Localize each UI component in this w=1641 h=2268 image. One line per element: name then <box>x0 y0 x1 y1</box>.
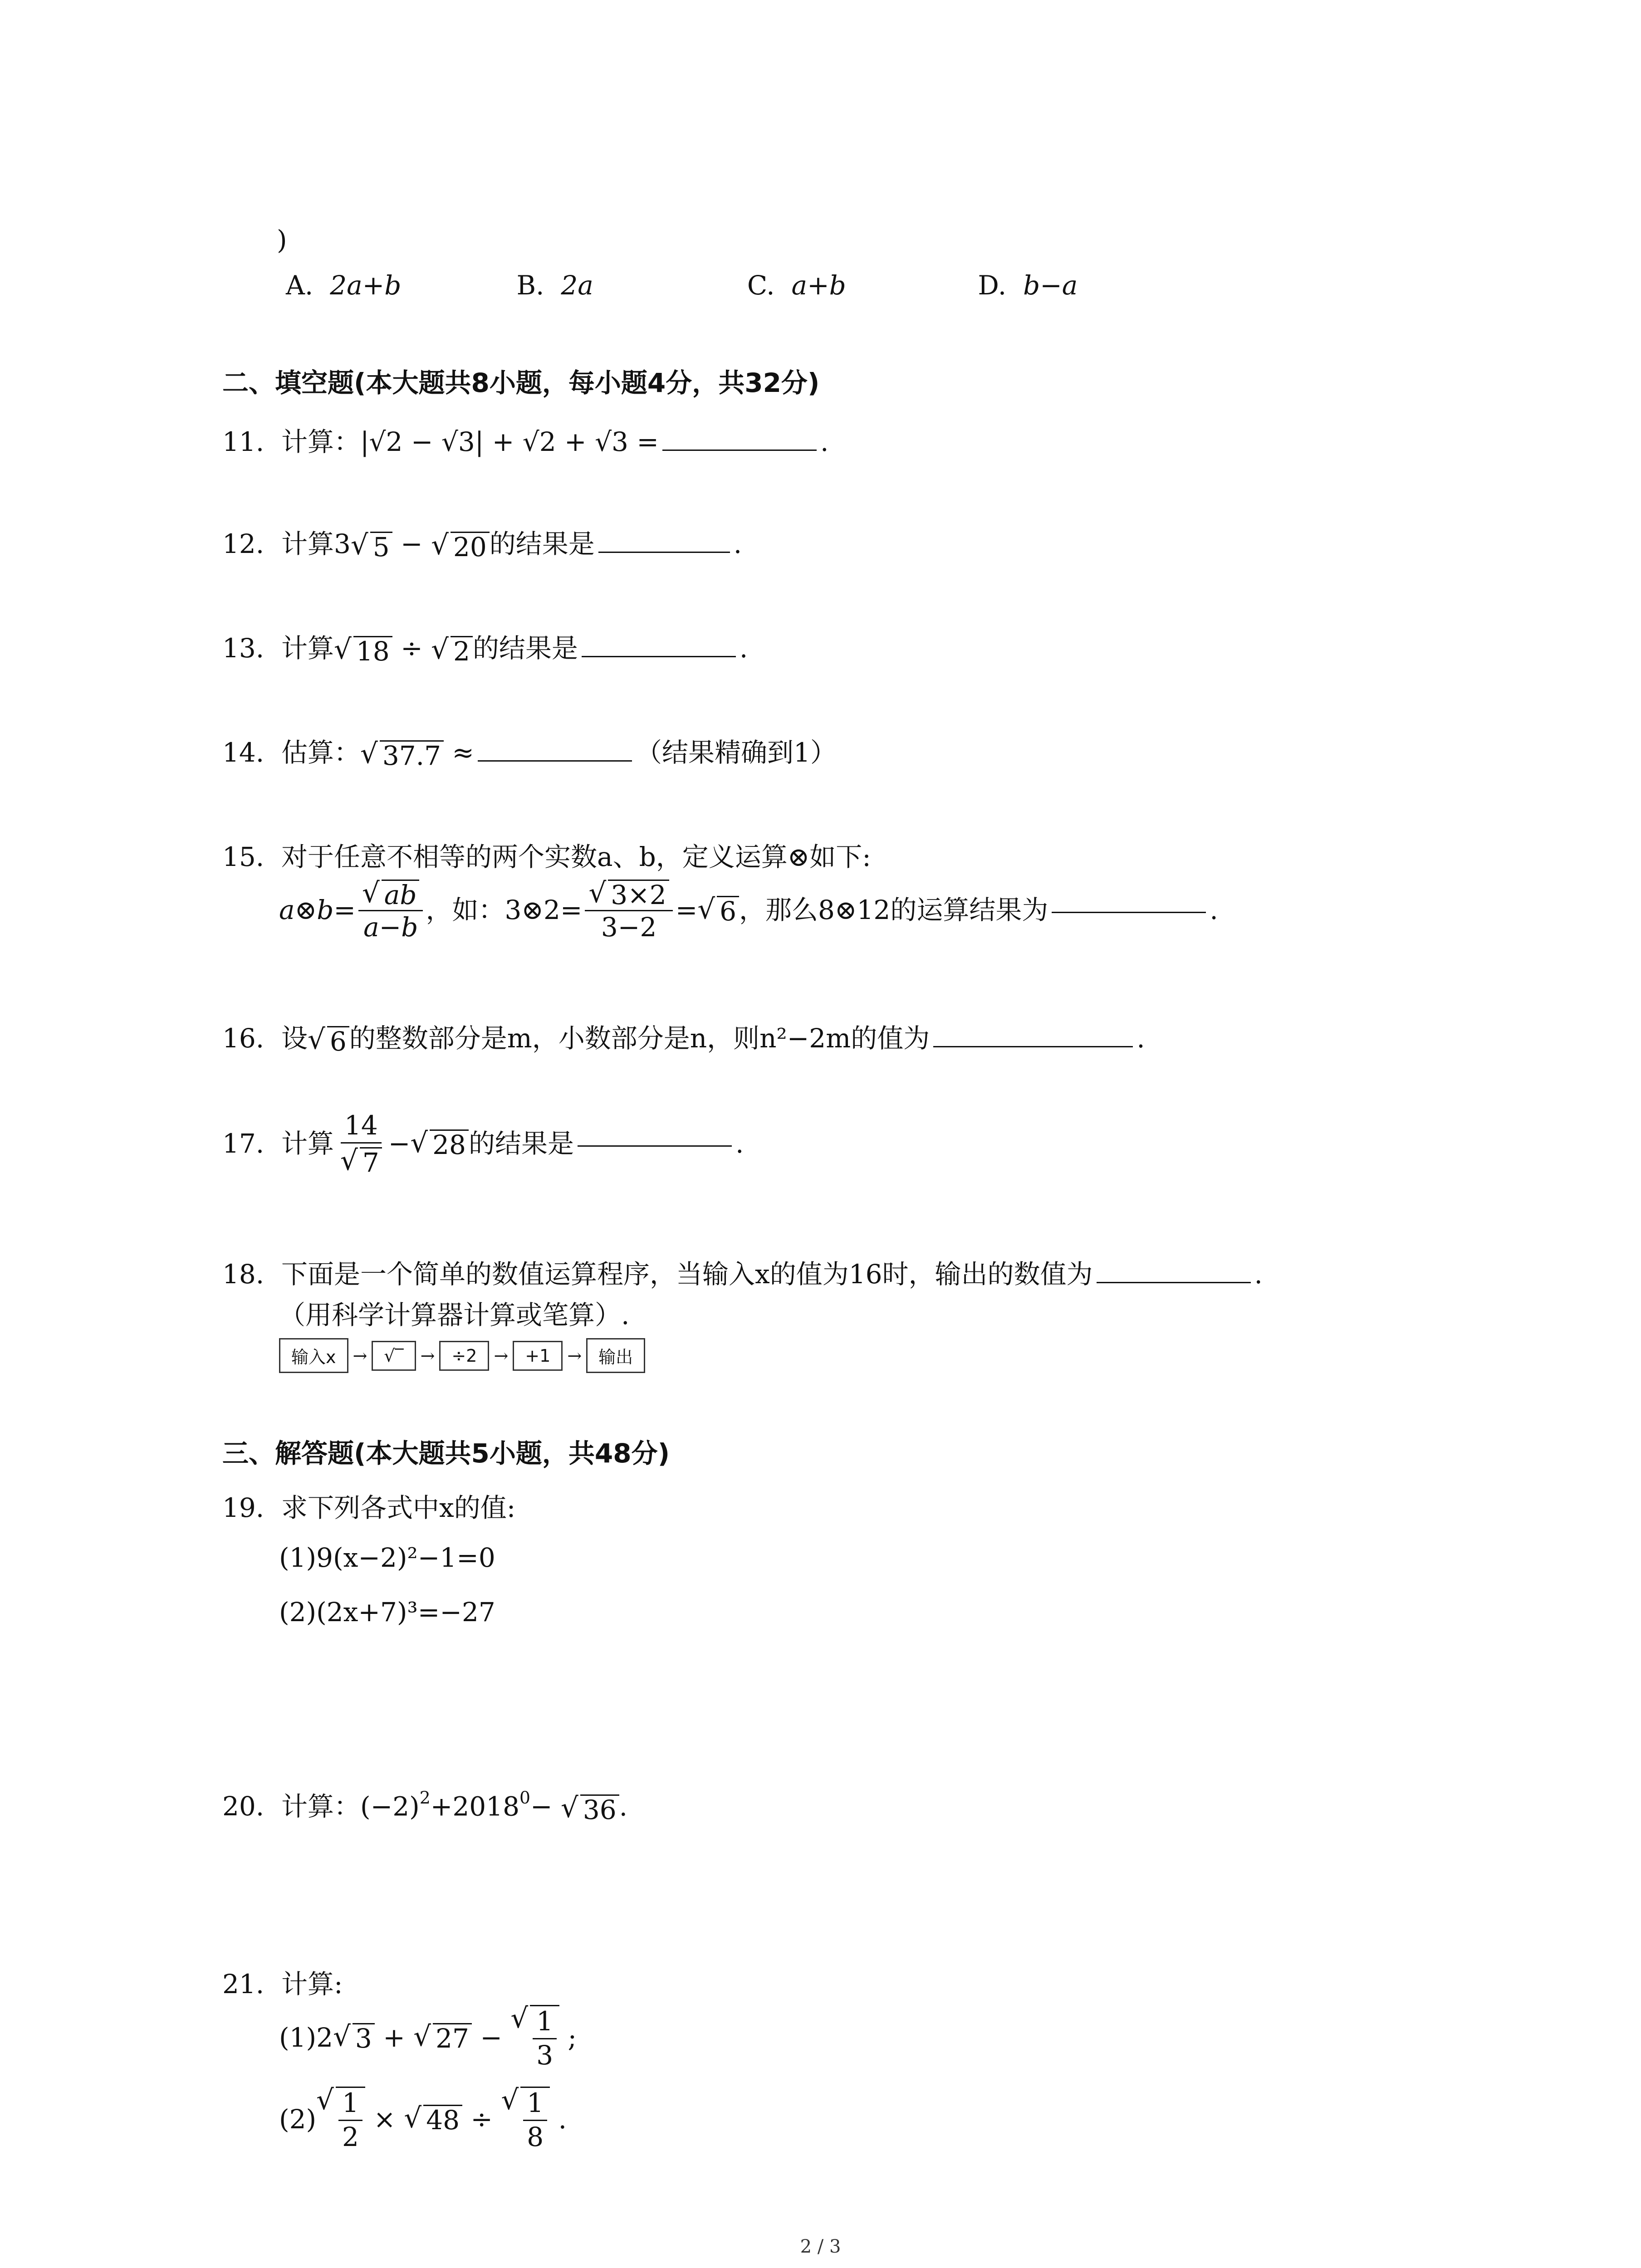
q19: 19. 求下列各式中x的值: <box>222 1492 516 1523</box>
flow-divide-box: ÷2 <box>439 1341 489 1371</box>
flow-output-box: 输出 <box>586 1338 645 1373</box>
section3-heading: 三、解答题(本大题共5小题，共48分) <box>222 1438 670 1469</box>
flow-add-box: +1 <box>513 1341 563 1371</box>
q17: 17. 计算 14 √ 7 − √ 28 的结果是 . <box>222 1110 744 1178</box>
q19-part2: (2)(2x+7)³=−27 <box>279 1597 495 1628</box>
flow-input-box: 输入x <box>279 1338 348 1373</box>
q21-part2: (2) √ $\frac{1}{2}$ × √ 48 ÷ √ $\frac{1}{8}$ . <box>279 2084 567 2152</box>
flow-sqrt-box: √‾ <box>372 1341 416 1371</box>
q18: 18. 下面是一个简单的数值运算程序，当输入x的值为16时，输出的数值为 . <box>222 1259 1263 1290</box>
q18-flowchart <box>279 1338 645 1373</box>
q13-answer-blank[interactable] <box>582 651 736 657</box>
q21: 21. 计算: <box>222 1969 343 1999</box>
q16-answer-blank[interactable] <box>933 1041 1133 1047</box>
q14: 14. 估算： √ 37.7 ≈ （结果精确到1） <box>222 737 837 772</box>
q16: 16. 设 √ 6 的整数部分是m，小数部分是n，则n²−2m的值为 . <box>222 1023 1145 1057</box>
q18-answer-blank[interactable] <box>1097 1277 1251 1283</box>
q11-expression: |√2 − √3| + √2 + √3 = <box>360 426 659 457</box>
q20: 20. 计算：$(-2)^2+2018^0-$ √ 36 . <box>222 1788 628 1825</box>
q13: 13. 计算 √ 18 ÷ √ 2 的结果是 . <box>222 633 748 667</box>
q17-answer-blank[interactable] <box>578 1141 732 1147</box>
q12-answer-blank[interactable] <box>598 547 730 553</box>
section2-heading: 二、填空题(本大题共8小题，每小题4分，共32分) <box>222 367 820 398</box>
q12: 12. 计算3 √ 5 − √ 20 的结果是 . <box>222 528 742 563</box>
q18-note: （用科学计算器计算或笔算）. <box>279 1300 630 1330</box>
page-number: 2 / 3 <box>800 2236 841 2257</box>
q11-number: 11. <box>222 426 265 457</box>
q10-options <box>286 270 1200 301</box>
sqrt-5: √ 5 <box>351 532 392 560</box>
arrow-right-icon: → <box>353 1345 367 1366</box>
sqrt-20: √ 20 <box>431 532 490 560</box>
q21-part1: (1)2 √ 3 + √ 27 − √ $\frac{1}{3}$ ; <box>279 2002 577 2071</box>
arrow-right-icon: → <box>567 1345 582 1366</box>
prev-question-tail: ) <box>277 225 287 255</box>
option-a: A. 2a+b <box>286 270 402 301</box>
q15-answer-blank[interactable] <box>1052 907 1206 913</box>
option-b: B. 2a <box>516 270 593 301</box>
arrow-right-icon: → <box>494 1345 509 1366</box>
option-d: D. b−a <box>978 270 1078 301</box>
q11-answer-blank[interactable] <box>662 445 817 451</box>
q11: 11. 计算：|√2 − √3| + √2 + √3 = . <box>222 426 829 457</box>
q15-definition: a ⊗ b = √ ab a−b ，如：3⊗2= √ 3×2 3−2 = √ 6 ，那么8⊗12的运算结果为 . <box>279 877 1218 943</box>
option-c: C. a+b <box>747 270 846 301</box>
arrow-right-icon: → <box>420 1345 435 1366</box>
q19-part1: (1)9(x−2)²−1=0 <box>279 1542 495 1573</box>
q15: 15. 对于任意不相等的两个实数a、b，定义运算⊗如下: <box>222 841 871 872</box>
q14-answer-blank[interactable] <box>478 756 632 762</box>
